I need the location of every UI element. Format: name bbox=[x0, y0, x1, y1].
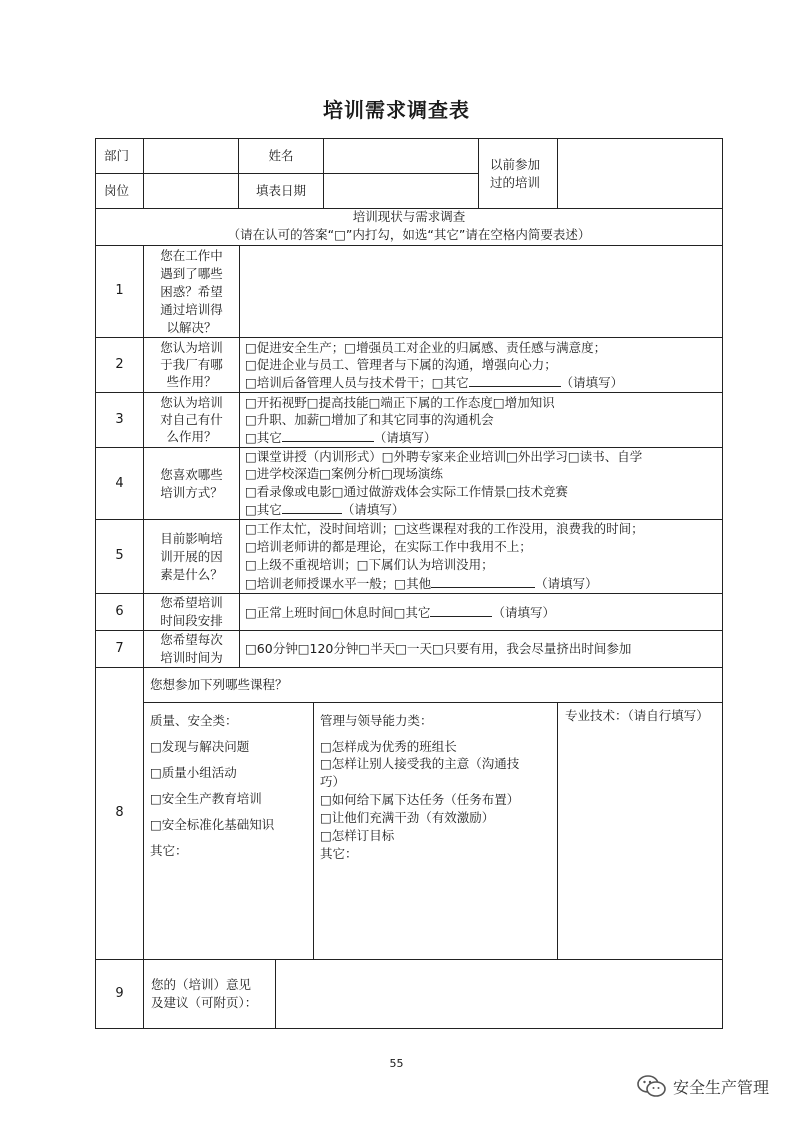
q8-col2-item: 巧） bbox=[320, 774, 346, 789]
q6-question-line: 时间段安排 bbox=[160, 613, 223, 628]
q5-number: 5 bbox=[115, 548, 124, 563]
q3-option-other[interactable] bbox=[245, 428, 436, 447]
name-label: 姓名 bbox=[268, 148, 294, 163]
q5-option[interactable]: □工作太忙，没时间培训；□这些课程对我的工作没用，浪费我的时间； bbox=[245, 521, 644, 536]
q2-option-text: □培训后备管理人员与技术骨干；□其它 bbox=[245, 375, 469, 390]
q8-col1-item[interactable]: □发现与解决问题 bbox=[150, 739, 250, 754]
q2-option[interactable]: □促进安全生产；□增强员工对企业的归属感、责任感与满意度； bbox=[245, 340, 607, 355]
q2-option-other[interactable] bbox=[245, 373, 623, 392]
q1-answer-cell[interactable] bbox=[239, 245, 723, 338]
q6-option-text: □正常上班时间□休息时间□其它 bbox=[245, 605, 431, 620]
q1-question-line: 以解决？ bbox=[166, 320, 217, 335]
q2-question-line: 您认为培训 bbox=[160, 340, 223, 355]
q2-question-line: 于我厂有哪 bbox=[160, 357, 223, 372]
past-training-value-cell[interactable] bbox=[557, 138, 723, 209]
page-number: 55 bbox=[389, 1057, 404, 1070]
q4-number: 4 bbox=[115, 476, 124, 491]
q5-question-line: 素是什么？ bbox=[160, 567, 223, 582]
q4-option[interactable]: □进学校深造□案例分析□现场演练 bbox=[245, 466, 443, 481]
q7-question-line: 您希望每次 bbox=[160, 632, 223, 647]
q3-number: 3 bbox=[115, 412, 124, 427]
q7-number: 7 bbox=[115, 641, 124, 656]
q1-question-line: 您在工作中 bbox=[160, 248, 223, 263]
q8-col2-item[interactable]: □怎样让别人接受我的主意（沟通技 bbox=[320, 756, 520, 771]
q1-question-line: 困惑？希望 bbox=[160, 284, 223, 299]
q2-number: 2 bbox=[115, 357, 124, 372]
q4-fill-hint: （请填写） bbox=[341, 502, 405, 517]
date-value-cell[interactable] bbox=[323, 173, 479, 209]
dept-label: 部门 bbox=[104, 148, 130, 163]
q1-question-line: 遇到了哪些 bbox=[160, 266, 223, 281]
q8-col2-item[interactable]: □让他们充满干劲（有效激励） bbox=[320, 810, 495, 825]
q8-col2-item[interactable]: □如何给下属下达任务（任务布置） bbox=[320, 792, 520, 807]
past-training-label-line1: 以前参加 bbox=[490, 157, 541, 172]
q3-option[interactable]: □升职、加薪□增加了和其它同事的沟通机会 bbox=[245, 412, 494, 427]
q8-col1-item[interactable]: □安全生产教育培训 bbox=[150, 791, 262, 806]
q9-question-line: 及建议（可附页）： bbox=[151, 995, 258, 1010]
dept-value-cell[interactable] bbox=[143, 138, 239, 174]
q3-fill-line[interactable] bbox=[282, 428, 374, 442]
q5-option-other[interactable] bbox=[245, 574, 598, 593]
survey-heading: 培训现状与需求调查 bbox=[352, 209, 466, 224]
name-value-cell[interactable] bbox=[323, 138, 479, 174]
watermark-text: 安全生产管理 bbox=[672, 1077, 769, 1097]
q3-option-text: □其它 bbox=[245, 430, 282, 445]
q2-fill-hint: （请填写） bbox=[560, 375, 624, 390]
q4-fill-line[interactable] bbox=[282, 500, 342, 514]
q5-fill-hint: （请填写） bbox=[535, 576, 598, 591]
q2-question-line: 些作用？ bbox=[166, 374, 217, 389]
q8-col2-item[interactable]: □怎样成为优秀的班组长 bbox=[320, 739, 457, 754]
q1-question-line: 通过培训得 bbox=[160, 302, 223, 317]
q7-question-line: 培训时间为 bbox=[160, 650, 223, 665]
date-label: 填表日期 bbox=[255, 183, 306, 198]
q3-fill-hint: （请填写） bbox=[373, 430, 437, 445]
q8-col2-other[interactable]: 其它： bbox=[320, 846, 358, 861]
q9-number: 9 bbox=[115, 986, 124, 1001]
q4-question-line: 培训方式？ bbox=[160, 485, 223, 500]
q4-option[interactable]: □看录像或电影□通过做游戏体会实际工作情景□技术竞赛 bbox=[245, 484, 568, 499]
q8-col1-item[interactable]: □质量小组活动 bbox=[150, 765, 237, 780]
q8-number: 8 bbox=[115, 805, 124, 820]
q8-col1-other[interactable]: 其它： bbox=[150, 843, 188, 858]
q6-fill-line[interactable] bbox=[430, 603, 492, 617]
q7-options[interactable]: □60分钟□120分钟□半天□一天□只要有用，我会尽量挤出时间参加 bbox=[245, 641, 632, 656]
post-label: 岗位 bbox=[104, 183, 130, 198]
q6-number: 6 bbox=[115, 604, 124, 619]
q6-question-line: 您希望培训 bbox=[160, 595, 223, 610]
q5-option[interactable]: □培训老师讲的都是理论，在实际工作中我用不上； bbox=[245, 539, 532, 554]
q3-question-line: 么作用？ bbox=[166, 429, 217, 444]
q5-option-text: □培训老师授课水平一般；□其他 bbox=[245, 576, 432, 591]
page-title: 培训需求调查表 bbox=[323, 98, 470, 122]
q6-fill-hint: （请填写） bbox=[492, 605, 555, 620]
q4-question-line: 您喜欢哪些 bbox=[160, 467, 223, 482]
q8-col3-heading: 专业技术：（请自行填写） bbox=[565, 708, 709, 723]
q8-col1-item[interactable]: □安全标准化基础知识 bbox=[150, 817, 275, 832]
q8-col3-cell[interactable] bbox=[557, 702, 723, 960]
q5-fill-line[interactable] bbox=[431, 574, 535, 588]
q8-col2-item[interactable]: □怎样订目标 bbox=[320, 828, 395, 843]
q9-question-line: 您的（培训）意见 bbox=[151, 977, 252, 992]
q8-col2-heading: 管理与领导能力类： bbox=[320, 713, 433, 728]
q8-col1-heading: 质量、安全类： bbox=[150, 713, 238, 728]
past-training-label-line2: 过的培训 bbox=[490, 175, 541, 190]
q1-number: 1 bbox=[115, 283, 124, 298]
q3-option[interactable]: □开拓视野□提高技能□端正下属的工作态度□增加知识 bbox=[245, 395, 555, 410]
q5-question-line: 目前影响培 bbox=[160, 531, 223, 546]
q3-question-line: 对自己有什 bbox=[160, 412, 223, 427]
q2-fill-line[interactable] bbox=[469, 373, 561, 387]
q9-answer-cell[interactable] bbox=[275, 959, 723, 1029]
q6-option-other[interactable] bbox=[245, 603, 555, 622]
q3-question-line: 您认为培训 bbox=[160, 395, 223, 410]
q2-option[interactable]: □促进企业与员工、管理者与下属的沟通，增强向心力； bbox=[245, 357, 557, 372]
survey-instruction: （请在认可的答案“□”内打勾，如选“其它”请在空格内简要表述） bbox=[227, 227, 591, 242]
q4-option[interactable]: □课堂讲授（内训形式）□外聘专家来企业培训□外出学习□读书、自学 bbox=[245, 449, 643, 464]
q5-option[interactable]: □上级不重视培训；□下属们认为培训没用； bbox=[245, 557, 494, 572]
q5-question-line: 训开展的因 bbox=[160, 549, 223, 564]
wechat-icon bbox=[637, 1074, 667, 1098]
q4-option-text: □其它 bbox=[245, 502, 282, 517]
post-value-cell[interactable] bbox=[143, 173, 239, 209]
watermark bbox=[637, 1074, 769, 1098]
q4-option-other[interactable] bbox=[245, 500, 404, 519]
q8-question: 您想参加下列哪些课程？ bbox=[150, 677, 288, 692]
